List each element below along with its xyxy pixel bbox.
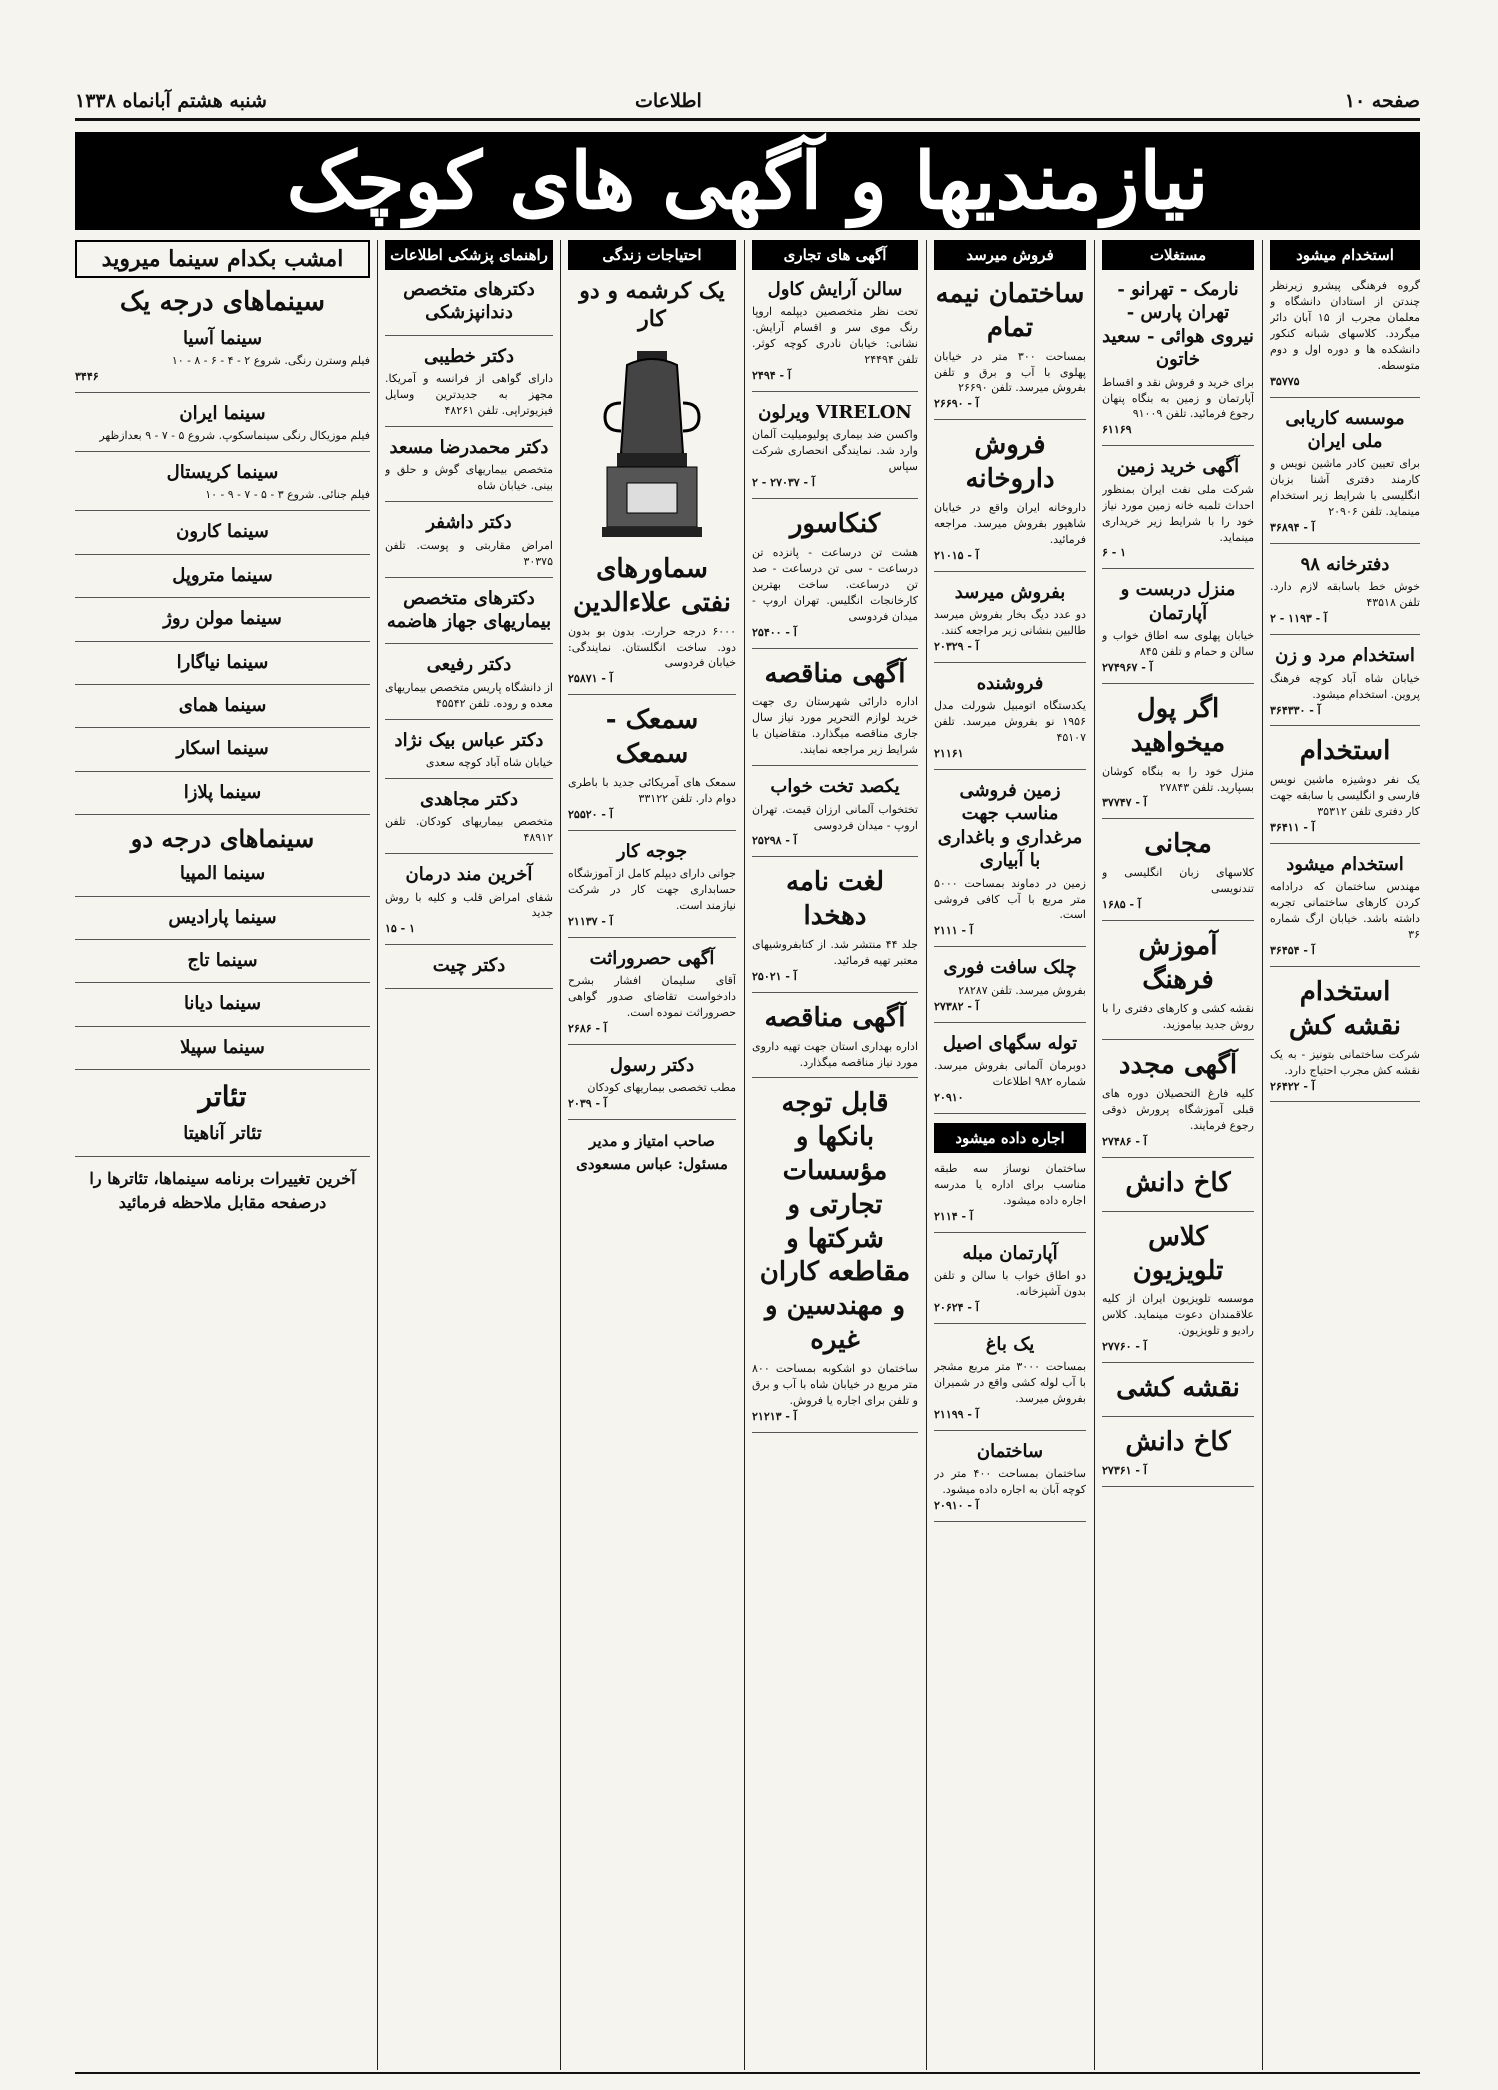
classified-ad [934,1333,1086,1431]
ad-title: کلاس تلویزیون [1132,1221,1224,1286]
ad-body: موسسه تلویزیون ایران از کلیه علاقمندان دعوت مینماید. کلاس رادیو و تلویزیون. [1102,1292,1254,1338]
ad-body: مطب تخصصی بیماریهای کودکان [587,1081,736,1095]
ad-body: برای تعیین کادر ماشین نویس و کارمند دفتری آشنا بزبان انگلیسی با شرایط زیر استخدام مینماید. تلفن ۲۰۹۰۶ [1270,457,1420,519]
ad-title: کنکاسور [789,509,881,540]
classified-ad [752,658,918,767]
ad-title: سالن آرایش کاول [767,279,903,300]
page-number: صفحه ۱۰ [1344,90,1420,112]
ad-code: آ - ۲۷۳۶۱ [1102,1463,1147,1477]
classified-ad [385,954,553,988]
cinema-name: سینما اسکار [176,738,269,760]
ad-body: خیابان شاه آباد کوچه سعدی [425,755,553,769]
ad-code: آ - ۲۱۱۹۹ [934,1407,979,1421]
cinema-listing [75,461,370,511]
ad-body: ساختمان بمساحت ۴۰۰ متر در کوچه آبان به اجاره داده میشود. [934,1467,1086,1497]
ad-title: آگهی خرید زمین [1116,456,1240,478]
ad-code: ۱ - ۱۵ [385,922,415,936]
ad-body: بمساحت ۳۰۰ متر در خیابان پهلوی با آب و برق و تلفن بفروش میرسد. تلفن ۲۶۶۹۰ [934,349,1086,395]
cinema-listing [75,1122,370,1156]
column-commercial [752,240,918,2070]
classified-ad [385,863,553,945]
page-header [75,90,1420,114]
rent-heading: اجاره داده میشود [934,1123,1086,1153]
classified-ad [568,840,736,938]
ad-title: دکتر عباس بیک نژاد [394,729,544,751]
ad-body: یک نفر دوشیزه ماشین نویس فارسی و انگلیسی با سابقه جهت کار دفتری تلفن ۳۵۳۱۲ [1270,773,1420,819]
classified-ad [934,1032,1086,1114]
column-heading: راهنمای پزشکی اطلاعات [385,240,553,270]
cinema-name: سینما سپیلا [180,1036,265,1058]
classified-ad [752,508,918,648]
cinema-listing [75,607,370,641]
ad-code: ۳۵۷۷۵ [1270,374,1300,388]
ad-title: استخدام نقشه کش [1288,977,1402,1041]
classified-ad [934,672,1086,770]
ad-code: آ - ۳۶۴۳۳۰ [1270,703,1321,717]
theater-heading: تئاتر [198,1080,247,1114]
ad-body: بفروش میرسد. تلفن ۲۸۲۸۷ [958,983,1086,997]
cinema-class-heading: سینماهای درجه دو [130,824,315,854]
ad-body: جلد ۴۴ منتشر شد. از کتابفروشیهای معتبر تهیه فرمائید. [752,937,918,967]
cinema-name: سینما ایران [179,402,266,424]
ad-body: دوبرمان آلمانی بفروش میرسد. شماره ۹۸۲ اطلاعات [934,1059,1086,1088]
ad-body: سمعک های آمریکائی جدید با باطری دوام دار. تلفن ۳۳۱۲۲ [568,775,736,805]
cinema-details: فیلم وسترن رنگی. شروع ۲ - ۴ - ۶ - ۸ - ۱۰ [171,353,370,367]
ad-title: مجانی [1144,829,1212,860]
ad-body: شرکت ساختمانی بتونیز - به یک نقشه کش مجرب احتیاج دارد. [1270,1047,1420,1077]
ad-title: آگهی مناقصه [764,658,906,689]
cinema-class-heading: سینماهای درجه یک [119,287,326,317]
ad-body: اداره بهداری استان جهت تهیه داروی مورد نیاز مناقصه میگذارد. [752,1039,918,1069]
column-divider [926,240,927,2070]
classified-ad [934,581,1086,663]
cinema-name: سینما متروپل [172,564,273,586]
ad-body: دارای گواهی از فرانسه و آمریکا. مجهز به جدیدترین وسایل فیزیوتراپی. تلفن ۴۸۲۶۱ [385,372,553,418]
classified-ad [1102,1372,1254,1417]
ad-title: منزل دربست و آپارتمان [1120,579,1236,624]
classified-ad [1102,1167,1254,1212]
ad-title: نارمک - تهرانو - تهران پارس - نیروی هوائی - سعید خاتون [1102,279,1254,371]
ad-code: آ - ۳۷۷۴۷ [1102,796,1147,810]
ad-code: آ - ۲۱۰۱۵ [934,548,979,562]
classified-ad [934,1440,1086,1522]
cinema-name: سینما همای [178,694,267,716]
ad-body: اداره دارائی شهرستان ری جهت خرید لوازم التحریر مورد نیاز سال جاری مناقصه میگذارد. متقاضیان با شرایط زیر مراجعه نمایند. [752,695,918,757]
section-banner: نیازمندیها و آگهی های کوچک [75,132,1420,230]
ad-title: آگهی مجدد [1118,1050,1238,1081]
ad-code: ۱ - ۶ [1102,546,1127,560]
ad-code: آ - ۲۷۴۸۶ [1102,1135,1147,1149]
ad-body: ۶۰۰۰ درجه حرارت. بدون بو بدون دود. ساخت انگلستان. نمایندگی: خیابان فردوسی [568,624,736,670]
cinema-name: تئاتر آناهیتا [183,1123,262,1145]
ad-code: آ - ۲۰۳۹ [568,1097,607,1111]
ad-title: فروش داروخانه [965,430,1055,495]
ad-title: دکتر چیت [432,955,506,977]
cinema-listing [75,564,370,598]
classified-ad [934,278,1086,420]
publisher-signature: صاحب امتیاز و مدیر مسئول: عباس مسعودی [576,1132,728,1173]
ad-title: آخرین مند درمان [405,864,533,886]
column-heading: آگهی های تجاری [752,240,918,270]
classified-ad [568,1054,736,1120]
ad-body: تحت نظر متخصصین دیپلمه اروپا رنگ موی سر و اقسام آرایش. نشانی: خیابان نادری کوچه کوثر. تلفن ۲۴۴۹۴ [752,305,918,367]
classified-ad [934,779,1086,947]
column-for-sale [934,240,1086,2070]
column-life-needs [568,240,736,2070]
classified-ad [934,1242,1086,1324]
ad-body: یکدستگاه اتومبیل شورلت مدل ۱۹۵۶ نو بفروش میرسد. تلفن ۴۵۱۰۷ [934,699,1086,745]
ad-body: نقشه کشی و کارهای دفتری را با روش جدید بیاموزید. [1102,1001,1254,1031]
ad-code: آ - ۲۵۸۷۱ [568,672,613,686]
ad-title: استخدام میشود [1286,853,1404,875]
ad-code: آ - ۲۴۹۴ [752,369,791,383]
ad-title: سماورهای نفتی علاءالدین [572,554,732,618]
classified-ad [385,788,553,854]
cinema-listing [75,694,370,728]
classified-ad [1270,735,1420,844]
ad-title: جوجه کار [616,840,688,862]
cinema-name: سینما پلازا [183,781,262,803]
ad-title: موسسه کاریابی ملی ایران [1285,407,1405,452]
column-divider [560,240,561,2070]
column-divider [377,240,378,2070]
ad-body: دو اطاق خواب با سالن و تلفن بدون آشپزخانه. [934,1268,1086,1298]
cinema-name: سینما کریستال [166,462,279,484]
classified-ad [1270,407,1420,544]
ad-title: یک باغ [985,1333,1035,1355]
classified-ad [752,1002,918,1079]
classified-ad [934,1161,1086,1233]
ad-title: قابل توجه بانکها و مؤسسات تجارتی و شرکتها و مقاطعه کاران و مهندسین و غیره [759,1088,911,1356]
cinema-name: سینما المپیا [179,863,266,885]
ad-title: دکتر رفیعی [426,654,512,676]
classified-ad [752,401,918,499]
classified-ad [1102,578,1254,684]
ad-code: آ - ۲۵۵۲۰ [568,807,613,821]
classified-ad [1270,553,1420,635]
ad-code: ۶۱۱۶۹ [1102,423,1132,437]
column-divider [744,240,745,2070]
ad-title: دکترهای متخصص بیماریهای جهاز هاضمه [386,587,552,632]
cinema-listing [75,520,370,554]
cinema-listing [75,402,370,452]
classified-ad [752,775,918,857]
ad-title: آپارتمان مبله [962,1242,1058,1264]
cinema-name: سینما نیاگارا [176,651,269,673]
ad-code: آ - ۱۶۸۵ [1102,898,1141,912]
ad-body: زمین در دماوند بمساحت ۵۰۰۰ متر مربع با آب کافی فروشی است. [934,876,1086,922]
ad-body: ساختمان نوساز سه طبقه مناسب برای اداره یا مدرسه اجاره داده میشود. [934,1161,1086,1207]
ad-title: ساختمان [976,1440,1044,1462]
column-heading: استخدام میشود [1270,240,1420,270]
ad-title: بفروش میرسد [954,581,1066,603]
ad-code: آ - ۳۶۸۹۴ [1270,521,1315,535]
ad-body: شرکت ملی نفت ایران بمنظور احداث تلمبه خانه زمین مورد نیاز خود را با شرایط زیر خریداری مینماید. [1102,482,1254,544]
ad-code: آ - ۲۱۱۴ [934,1209,973,1223]
ad-title: استخدام مرد و زن [1275,645,1415,667]
ad-code: آ - ۲۷۷۶۰ [1102,1340,1147,1354]
classified-ad [1102,1049,1254,1158]
column-heading: احتیاجات زندگی [568,240,736,270]
ad-body: دو عدد دیگ بخار بفروش میرسد طالبین بنشانی زیر مراجعه کنند. [934,608,1086,638]
ad-body: شفای امراض قلب و کلیه با روش جدید [385,890,553,920]
ad-body: کلیه فارغ التحصیلان دوره های قبلی آموزشگاه پرورش ذوقی رجوع فرمایند. [1102,1087,1254,1133]
column-medical-guide [385,240,553,2070]
ad-code: آ - ۳۶۴۵۴ [1270,944,1315,958]
ad-code: آ - ۲۱۲۱۳ [752,1409,797,1423]
ad-title: دکتر داشفر [426,512,512,534]
ad-body: برای خرید و فروش نقد و اقساط آپارتمان و زمین به بنگاه پنهان رجوع فرمائید. تلفن ۹۱۰۰۹ [1102,375,1254,421]
ad-code: آ - ۲۵۰۲۱ [752,969,797,983]
classified-ad [934,429,1086,571]
ad-title: آگهی حصروراثت [589,947,715,969]
ad-body: واکسن ضد بیماری پولیومیلیت آلمان وارد شد. نمایندگی انحصاری شرکت سپاس [752,428,918,474]
classified-ad [1270,644,1420,726]
ad-body: آقای سلیمان افشار بشرح دادخواست تقاضای صدور گواهی حصروراثت نموده است. [568,974,736,1020]
ad-body: کلاسهای زبان انگلیسی و تندنویسی [1102,866,1254,896]
ad-body: متخصص بیماریهای کودکان. تلفن ۴۸۹۱۲ [385,815,553,845]
ad-title: زمین فروشی مناسب جهت مرغداری و باغداری با آبیاری [937,780,1083,872]
ad-code: آ - ۲۶۴۲۲ [1270,1079,1315,1093]
ad-title: کاخ دانش [1125,1426,1231,1457]
classified-ad [568,553,736,695]
classified-ad [752,866,918,992]
classified-ad [1102,930,1254,1040]
ad-title: دکتر محمدرضا مسعد [389,436,549,458]
ad-body: تختخواب آلمانی ارزان قیمت. تهران اروپ - میدان فردوسی [752,802,918,832]
classified-ad [752,1087,918,1432]
ad-code: آ - ۲۵۲۹۸ [752,834,797,848]
column-heading: مستغلات [1102,240,1254,270]
ad-title: ساختمان نیمه تمام [935,279,1085,343]
ad-code: آ - ۲۶۶۹۰ [934,397,979,411]
column-employment [1270,240,1420,2070]
classified-ad [568,704,736,830]
classified-ad [385,587,553,645]
ad-body: امراض مقاربتی و پوست. تلفن ۳۰۳۷۵ [385,538,553,568]
cinema-listing [75,1036,370,1070]
ad-code: آ - ۲۰۳۲۹ [934,639,979,653]
classified-ad [1102,693,1254,819]
classified-ad [1102,1221,1254,1363]
ad-title: دکتر خطیبی [424,345,514,367]
cinema-name: سینما کارون [176,521,269,543]
ad-title: دکتر رسول [609,1055,695,1077]
classified-ad [1102,455,1254,569]
ad-body: جوانی دارای دیپلم کامل از آموزشگاه حسابداری جهت کار در شرکت نیازمند است. [568,867,736,913]
column-divider [1094,240,1095,2070]
cinema-name: سینما آسیا [182,327,263,349]
samovar-illustration [587,343,717,543]
ad-body: گروه فرهنگی پیشرو زیرنظر چندتن از استادان دانشگاه و معلمان مجرب از ۱۵ آبان دائر میگردد. کلاسهای شبانه کنکور دانشکده ها و دوره اول و دوم متوسطه. [1270,279,1420,372]
ad-title: سمعک - سمعک [605,705,699,770]
cinema-listing [75,862,370,896]
classified-ad [1270,853,1420,967]
issue-date: شنبه هشتم آبانماه ۱۳۳۸ [75,90,267,112]
classified-ad [1102,1426,1254,1487]
ad-body: مهندس ساختمان که درادامه کردن کارهای ساختمانی تجربه داشته باشد. خیابان ارگ شماره ۳۶ [1270,880,1420,942]
ad-body: خیابان شاه آباد کوچه فرهنگ پروین. استخدام میشود. [1270,671,1420,701]
footer-note: آخرین تغییرات برنامه سینماها، تئاترها را درصفحه مقابل ملاحظه فرمائید [89,1168,356,1212]
column-cinema [75,240,370,2070]
ad-code: آ - ۳۶۴۱۱ [1270,821,1315,835]
cinema-details: فیلم جنائی. شروع ۳ - ۵ - ۷ - ۹ - ۱۰ [205,488,370,502]
classified-ad [385,511,553,577]
classified-ad [385,436,553,502]
classified-ad [1270,976,1420,1102]
ad-code: آ - ۲۷۳۸۲ [934,999,979,1013]
ad-code: آ - ۲۷۴۹۶۷ [1102,661,1153,675]
column-heading: فروش میرسد [934,240,1086,270]
ad-code: آ - ۲۰۶۲۴ [934,1300,979,1314]
ad-title: آگهی مناقصه [764,1002,906,1033]
classified-ad [385,729,553,779]
classified-ad [1102,828,1254,921]
ad-title: کاخ دانش [1125,1168,1231,1199]
column-real-estate [1102,240,1254,2070]
ad-body: از دانشگاه پاریس متخصص بیماریهای معده و روده. تلفن ۴۵۵۴۲ [385,680,553,710]
classified-ad [385,653,553,719]
classified-ad [1102,278,1254,446]
cinema-listing [75,992,370,1026]
classified-ad [1270,278,1420,398]
ad-title: VIRELON ویرلون [758,402,912,424]
ad-body: خیابان پهلوی سه اطاق خواب و سالن و حمام و تلفن ۸۴۵ [1102,629,1254,659]
ad-title: دفترخانه ۹۸ [1300,554,1390,576]
ad-title: یکصد تخت خواب [770,776,900,798]
classified-ad [752,278,918,392]
cinema-listing [75,651,370,685]
cinema-listing [75,737,370,771]
ad-body: بمساحت ۳۰۰۰ متر مربع مشجر با آب لوله کشی واقع در شمیران بفروش میرسد. [934,1360,1086,1406]
ad-code: آ - ۱۱۹۳ - ۲ [1270,612,1328,626]
ad-title: توله سگهای اصیل [942,1032,1078,1054]
ad-code: ۲۱۱۶۱ [934,747,964,761]
cinema-name: سینما مولن روژ [163,608,282,630]
cinema-name: سینما تاج [187,949,258,971]
ad-body: خوش خط باسابقه لازم دارد. تلفن ۴۳۵۱۸ [1270,580,1420,610]
cinema-listing [75,949,370,983]
classified-ad [385,345,553,427]
classified-ad [934,956,1086,1022]
ad-code: ۳۴۴۶ [75,369,99,383]
ad-code: آ - ۲۱۱۱ [934,924,973,938]
ad-body: منزل خود را به بنگاه کوشان بسپارید. تلفن ۲۷۸۴۳ [1102,764,1254,794]
paper-name: اطلاعات [635,90,702,112]
ad-title: استخدام [1299,736,1391,767]
classified-ad [568,947,736,1045]
ad-title: چلک سافت فوری [943,957,1077,979]
ad-body: ساختمان دو اشکوبه بمساحت ۸۰۰ متر مربع در خیابان شاه با آب و برق و تلفن برای اجاره یا فروش. [752,1361,918,1407]
cinema-details: فیلم موزیکال رنگی سینماسکوپ. شروع ۵ - ۷ - ۹ بعدازظهر [99,429,370,443]
cinema-name: سینما دیانا [183,993,262,1015]
ad-code: آ - ۲۵۴۰۰ [752,625,797,639]
column-heading: امشب بکدام سینما میروید [75,240,370,278]
ad-headline: یک کرشمه و دو کار [579,278,725,332]
ad-title: دکتر مجاهدی [420,788,518,810]
ad-code: آ - ۲۷۰۳۷ - ۲ [752,476,815,490]
cinema-listing [75,906,370,940]
ad-body: هشت تن درساعت - پانزده تن درساعت - سی تن درساعت - صد تن درساعت. ساخت بهترین کارخانجات انگلیس. تهران اروپ - میدان فردوسی [752,546,918,623]
header-rule [75,118,1420,121]
ad-title: فروشنده [976,672,1044,694]
ad-code: آ - ۲۱۱۳۷ [568,914,613,928]
classified-ad [385,278,553,336]
ad-code: آ - ۲۰۹۱۰ [934,1499,979,1513]
ad-title: دکترهای متخصص دندانپزشکی [403,279,535,324]
bottom-rule [75,2072,1420,2074]
column-divider [1262,240,1263,2070]
cinema-listing [75,327,370,393]
ad-code: آ - ۲۶۸۶ [568,1022,607,1036]
ad-body: متخصص بیماریهای گوش و حلق و بینی. خیابان شاه [385,463,553,493]
ad-title: لغت نامه دهخدا [785,867,885,932]
cinema-name: سینما پارادیس [168,906,277,928]
cinema-listing [75,781,370,815]
ad-title: آموزش فرهنگ [1138,931,1218,995]
ad-body: داروخانه ایران واقع در خیابان شاهپور بفروش میرسد. مراجعه فرمائید. [934,500,1086,546]
ad-title: نقشه کشی [1116,1373,1240,1404]
ad-code: ۲۰۹۱۰ [934,1090,964,1104]
ad-title: اگر پول میخواهید [1130,693,1226,758]
